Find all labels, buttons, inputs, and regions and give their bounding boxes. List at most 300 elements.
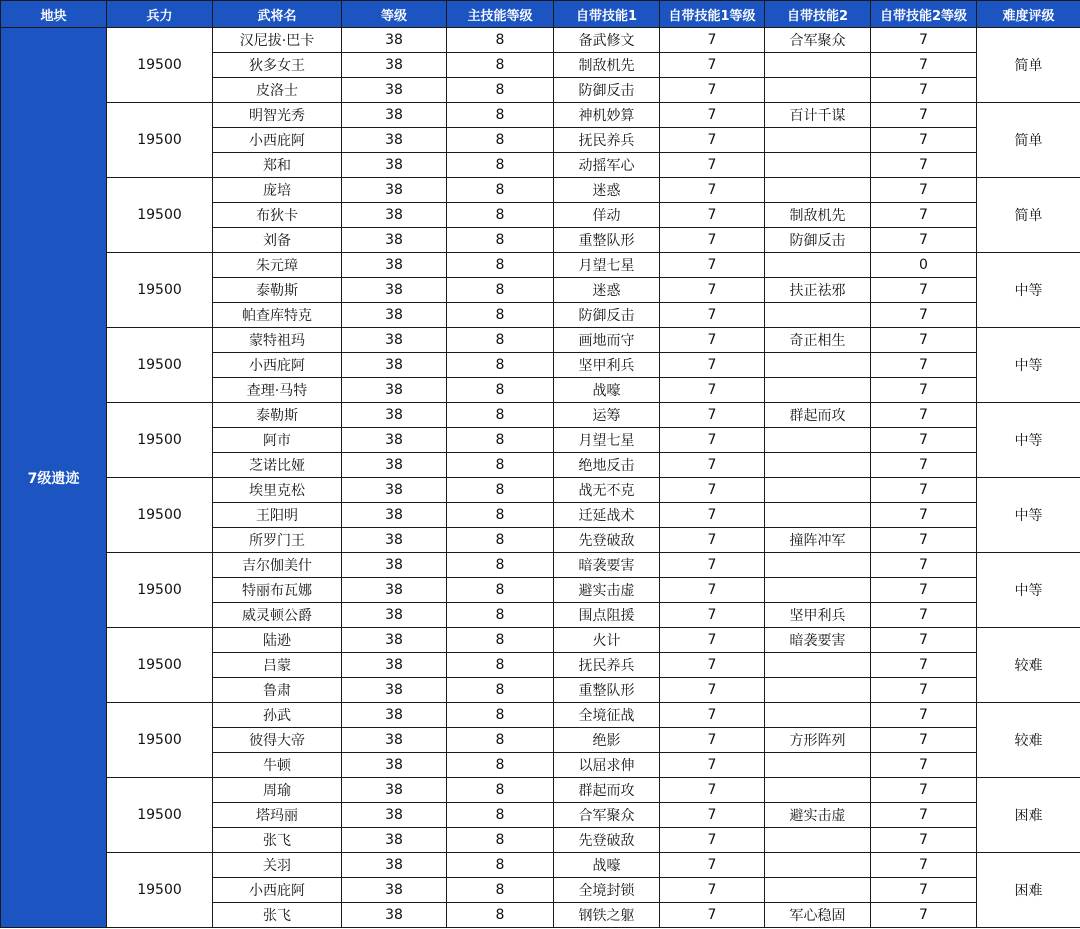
- region-cell: 7级遗迹: [1, 28, 107, 928]
- skill1-level-cell: 7: [660, 753, 765, 778]
- skill1-cell: 全境征战: [554, 703, 660, 728]
- main-skill-level-cell: 8: [447, 828, 554, 853]
- main-skill-level-cell: 8: [447, 528, 554, 553]
- general-name-cell: 张飞: [213, 828, 342, 853]
- skill1-cell: 抚民养兵: [554, 653, 660, 678]
- general-name-cell: 查理·马特: [213, 378, 342, 403]
- general-name-cell: 狄多女王: [213, 53, 342, 78]
- skill2-level-cell: 7: [871, 853, 977, 878]
- skill1-level-cell: 7: [660, 853, 765, 878]
- header-skill1: 自带技能1: [554, 1, 660, 28]
- main-skill-level-cell: 8: [447, 403, 554, 428]
- skill1-cell: 绝影: [554, 728, 660, 753]
- skill1-level-cell: 7: [660, 153, 765, 178]
- skill2-level-cell: 7: [871, 103, 977, 128]
- header-skill2-level: 自带技能2等级: [871, 1, 977, 28]
- level-cell: 38: [342, 553, 447, 578]
- main-skill-level-cell: 8: [447, 203, 554, 228]
- skill2-level-cell: 7: [871, 553, 977, 578]
- skill2-level-cell: 7: [871, 203, 977, 228]
- table-row: [1, 103, 1080, 128]
- main-skill-level-cell: 8: [447, 103, 554, 128]
- general-name-cell: 张飞: [213, 903, 342, 928]
- table-row: [1, 703, 1080, 728]
- difficulty-cell: 较难: [977, 703, 1080, 778]
- skill2-cell: [765, 428, 871, 453]
- table-row: [1, 328, 1080, 353]
- header-general-name: 武将名: [213, 1, 342, 28]
- general-name-cell: 庞培: [213, 178, 342, 203]
- skill2-level-cell: 7: [871, 128, 977, 153]
- skill2-cell: 方形阵列: [765, 728, 871, 753]
- main-skill-level-cell: 8: [447, 78, 554, 103]
- difficulty-cell: 中等: [977, 478, 1080, 553]
- main-skill-level-cell: 8: [447, 253, 554, 278]
- skill1-cell: 战嚎: [554, 853, 660, 878]
- skill1-level-cell: 7: [660, 403, 765, 428]
- skill2-level-cell: 7: [871, 153, 977, 178]
- level-cell: 38: [342, 578, 447, 603]
- skill1-cell: 围点阻援: [554, 603, 660, 628]
- skill2-cell: [765, 253, 871, 278]
- skill2-cell: 群起而攻: [765, 403, 871, 428]
- general-name-cell: 布狄卡: [213, 203, 342, 228]
- table-row: [1, 478, 1080, 503]
- level-cell: 38: [342, 228, 447, 253]
- general-name-cell: 明智光秀: [213, 103, 342, 128]
- skill1-level-cell: 7: [660, 78, 765, 103]
- difficulty-cell: 简单: [977, 178, 1080, 253]
- skill2-level-cell: 0: [871, 253, 977, 278]
- skill2-level-cell: 7: [871, 778, 977, 803]
- main-skill-level-cell: 8: [447, 278, 554, 303]
- level-cell: 38: [342, 378, 447, 403]
- level-cell: 38: [342, 178, 447, 203]
- difficulty-cell: 中等: [977, 253, 1080, 328]
- skill2-cell: [765, 753, 871, 778]
- skill1-level-cell: 7: [660, 278, 765, 303]
- skill1-cell: 坚甲利兵: [554, 353, 660, 378]
- skill2-level-cell: 7: [871, 428, 977, 453]
- level-cell: 38: [342, 203, 447, 228]
- main-skill-level-cell: 8: [447, 628, 554, 653]
- header-troops: 兵力: [107, 1, 213, 28]
- header-row: [1, 1, 1080, 28]
- skill2-level-cell: 7: [871, 478, 977, 503]
- table-body: [1, 28, 1080, 928]
- level-cell: 38: [342, 128, 447, 153]
- skill1-cell: 重整队形: [554, 678, 660, 703]
- skill1-level-cell: 7: [660, 203, 765, 228]
- main-skill-level-cell: 8: [447, 803, 554, 828]
- difficulty-cell: 困难: [977, 778, 1080, 853]
- level-cell: 38: [342, 53, 447, 78]
- skill2-level-cell: 7: [871, 228, 977, 253]
- troops-cell: 19500: [107, 703, 213, 778]
- skill1-cell: 运筹: [554, 403, 660, 428]
- skill1-level-cell: 7: [660, 353, 765, 378]
- skill2-level-cell: 7: [871, 903, 977, 928]
- skill2-level-cell: 7: [871, 753, 977, 778]
- skill1-level-cell: 7: [660, 653, 765, 678]
- skill2-cell: [765, 878, 871, 903]
- main-skill-level-cell: 8: [447, 453, 554, 478]
- skill2-cell: 军心稳固: [765, 903, 871, 928]
- skill2-cell: [765, 478, 871, 503]
- troops-cell: 19500: [107, 103, 213, 178]
- main-skill-level-cell: 8: [447, 303, 554, 328]
- skill2-cell: 制敌机先: [765, 203, 871, 228]
- header-skill1-level: 自带技能1等级: [660, 1, 765, 28]
- level-cell: 38: [342, 653, 447, 678]
- skill2-cell: 暗袭要害: [765, 628, 871, 653]
- skill2-level-cell: 7: [871, 328, 977, 353]
- skill1-level-cell: 7: [660, 678, 765, 703]
- skill1-cell: 重整队形: [554, 228, 660, 253]
- general-name-cell: 朱元璋: [213, 253, 342, 278]
- main-skill-level-cell: 8: [447, 353, 554, 378]
- skill1-level-cell: 7: [660, 253, 765, 278]
- skill1-cell: 避实击虚: [554, 578, 660, 603]
- difficulty-cell: 简单: [977, 103, 1080, 178]
- skill2-cell: 撞阵冲军: [765, 528, 871, 553]
- skill2-level-cell: 7: [871, 53, 977, 78]
- difficulty-cell: 困难: [977, 853, 1080, 928]
- general-name-cell: 周瑜: [213, 778, 342, 803]
- skill2-level-cell: 7: [871, 803, 977, 828]
- general-name-cell: 小西庇阿: [213, 353, 342, 378]
- skill1-cell: 备武修文: [554, 28, 660, 53]
- skill1-level-cell: 7: [660, 503, 765, 528]
- level-cell: 38: [342, 803, 447, 828]
- main-skill-level-cell: 8: [447, 778, 554, 803]
- skill2-cell: 合军聚众: [765, 28, 871, 53]
- main-skill-level-cell: 8: [447, 378, 554, 403]
- skill2-level-cell: 7: [871, 78, 977, 103]
- skill1-level-cell: 7: [660, 578, 765, 603]
- level-cell: 38: [342, 853, 447, 878]
- main-skill-level-cell: 8: [447, 228, 554, 253]
- level-cell: 38: [342, 778, 447, 803]
- main-skill-level-cell: 8: [447, 153, 554, 178]
- difficulty-cell: 中等: [977, 403, 1080, 478]
- main-skill-level-cell: 8: [447, 503, 554, 528]
- level-cell: 38: [342, 428, 447, 453]
- skill1-level-cell: 7: [660, 128, 765, 153]
- level-cell: 38: [342, 503, 447, 528]
- general-name-cell: 芝诺比娅: [213, 453, 342, 478]
- level-cell: 38: [342, 328, 447, 353]
- main-skill-level-cell: 8: [447, 578, 554, 603]
- main-skill-level-cell: 8: [447, 53, 554, 78]
- table-row: [1, 553, 1080, 578]
- general-name-cell: 王阳明: [213, 503, 342, 528]
- main-skill-level-cell: 8: [447, 853, 554, 878]
- skill2-cell: [765, 678, 871, 703]
- general-name-cell: 泰勒斯: [213, 278, 342, 303]
- level-cell: 38: [342, 678, 447, 703]
- skill1-cell: 抚民养兵: [554, 128, 660, 153]
- level-cell: 38: [342, 478, 447, 503]
- level-cell: 38: [342, 703, 447, 728]
- header-skill2: 自带技能2: [765, 1, 871, 28]
- general-name-cell: 吉尔伽美什: [213, 553, 342, 578]
- level-cell: 38: [342, 353, 447, 378]
- skill2-level-cell: 7: [871, 628, 977, 653]
- skill2-level-cell: 7: [871, 178, 977, 203]
- skill1-level-cell: 7: [660, 103, 765, 128]
- troops-cell: 19500: [107, 478, 213, 553]
- skill1-level-cell: 7: [660, 378, 765, 403]
- skill1-cell: 暗袭要害: [554, 553, 660, 578]
- skill1-cell: 神机妙算: [554, 103, 660, 128]
- skill2-cell: [765, 78, 871, 103]
- main-skill-level-cell: 8: [447, 678, 554, 703]
- skill1-level-cell: 7: [660, 828, 765, 853]
- skill2-level-cell: 7: [871, 353, 977, 378]
- skill2-cell: [765, 553, 871, 578]
- general-name-cell: 牛顿: [213, 753, 342, 778]
- skill2-level-cell: 7: [871, 28, 977, 53]
- general-name-cell: 小西庇阿: [213, 878, 342, 903]
- skill2-level-cell: 7: [871, 728, 977, 753]
- skill2-level-cell: 7: [871, 653, 977, 678]
- table-row: [1, 178, 1080, 203]
- difficulty-cell: 较难: [977, 628, 1080, 703]
- difficulty-cell: 简单: [977, 28, 1080, 103]
- main-skill-level-cell: 8: [447, 428, 554, 453]
- level-cell: 38: [342, 28, 447, 53]
- troops-cell: 19500: [107, 178, 213, 253]
- level-cell: 38: [342, 903, 447, 928]
- skill1-level-cell: 7: [660, 603, 765, 628]
- skill1-cell: 迷惑: [554, 178, 660, 203]
- skill1-cell: 佯动: [554, 203, 660, 228]
- level-cell: 38: [342, 253, 447, 278]
- skill2-cell: [765, 503, 871, 528]
- troops-cell: 19500: [107, 253, 213, 328]
- table-row: [1, 403, 1080, 428]
- header-level: 等级: [342, 1, 447, 28]
- main-skill-level-cell: 8: [447, 903, 554, 928]
- skill2-level-cell: 7: [871, 878, 977, 903]
- main-skill-level-cell: 8: [447, 28, 554, 53]
- skill1-cell: 制敌机先: [554, 53, 660, 78]
- level-cell: 38: [342, 728, 447, 753]
- skill1-level-cell: 7: [660, 903, 765, 928]
- skill1-level-cell: 7: [660, 878, 765, 903]
- level-cell: 38: [342, 153, 447, 178]
- level-cell: 38: [342, 278, 447, 303]
- difficulty-cell: 中等: [977, 553, 1080, 628]
- general-name-cell: 埃里克松: [213, 478, 342, 503]
- skill1-cell: 战无不克: [554, 478, 660, 503]
- skill1-cell: 先登破敌: [554, 828, 660, 853]
- level-cell: 38: [342, 878, 447, 903]
- skill2-cell: 坚甲利兵: [765, 603, 871, 628]
- skill1-level-cell: 7: [660, 53, 765, 78]
- skill2-cell: [765, 53, 871, 78]
- skill2-cell: [765, 378, 871, 403]
- general-name-cell: 帕查库特克: [213, 303, 342, 328]
- general-name-cell: 所罗门王: [213, 528, 342, 553]
- skill1-cell: 防御反击: [554, 303, 660, 328]
- main-skill-level-cell: 8: [447, 603, 554, 628]
- general-name-cell: 关羽: [213, 853, 342, 878]
- general-name-cell: 特丽布瓦娜: [213, 578, 342, 603]
- general-name-cell: 小西庇阿: [213, 128, 342, 153]
- skill1-cell: 动摇军心: [554, 153, 660, 178]
- difficulty-cell: 中等: [977, 328, 1080, 403]
- skill2-cell: 百计千谋: [765, 103, 871, 128]
- level-cell: 38: [342, 753, 447, 778]
- general-name-cell: 孙武: [213, 703, 342, 728]
- skill1-level-cell: 7: [660, 178, 765, 203]
- skill2-cell: [765, 353, 871, 378]
- skill2-cell: 避实击虚: [765, 803, 871, 828]
- general-name-cell: 汉尼拔·巴卡: [213, 28, 342, 53]
- skill2-cell: [765, 303, 871, 328]
- header-main-skill-level: 主技能等级: [447, 1, 554, 28]
- skill2-cell: 扶正祛邪: [765, 278, 871, 303]
- troops-cell: 19500: [107, 778, 213, 853]
- skill1-cell: 迁延战术: [554, 503, 660, 528]
- skill1-cell: 战嚎: [554, 378, 660, 403]
- level-cell: 38: [342, 103, 447, 128]
- general-name-cell: 彼得大帝: [213, 728, 342, 753]
- skill1-cell: 以屈求伸: [554, 753, 660, 778]
- general-name-cell: 吕蒙: [213, 653, 342, 678]
- skill1-level-cell: 7: [660, 428, 765, 453]
- main-skill-level-cell: 8: [447, 728, 554, 753]
- skill2-cell: [765, 853, 871, 878]
- skill2-cell: [765, 778, 871, 803]
- skill1-level-cell: 7: [660, 303, 765, 328]
- skill2-cell: [765, 828, 871, 853]
- skill1-cell: 合军聚众: [554, 803, 660, 828]
- skill2-level-cell: 7: [871, 278, 977, 303]
- skill2-level-cell: 7: [871, 603, 977, 628]
- general-name-cell: 陆逊: [213, 628, 342, 653]
- skill2-cell: [765, 128, 871, 153]
- skill2-level-cell: 7: [871, 403, 977, 428]
- general-name-cell: 威灵顿公爵: [213, 603, 342, 628]
- level-cell: 38: [342, 453, 447, 478]
- skill2-level-cell: 7: [871, 578, 977, 603]
- skill1-level-cell: 7: [660, 528, 765, 553]
- main-skill-level-cell: 8: [447, 178, 554, 203]
- general-name-cell: 郑和: [213, 153, 342, 178]
- main-skill-level-cell: 8: [447, 753, 554, 778]
- skill1-cell: 防御反击: [554, 78, 660, 103]
- level-cell: 38: [342, 403, 447, 428]
- skill1-level-cell: 7: [660, 478, 765, 503]
- skill2-level-cell: 7: [871, 453, 977, 478]
- general-name-cell: 鲁肃: [213, 678, 342, 703]
- troops-cell: 19500: [107, 853, 213, 928]
- troops-cell: 19500: [107, 328, 213, 403]
- skill1-cell: 火计: [554, 628, 660, 653]
- troops-cell: 19500: [107, 553, 213, 628]
- main-skill-level-cell: 8: [447, 653, 554, 678]
- skill2-cell: [765, 153, 871, 178]
- skill1-cell: 月望七星: [554, 253, 660, 278]
- troops-cell: 19500: [107, 403, 213, 478]
- main-skill-level-cell: 8: [447, 128, 554, 153]
- skill1-level-cell: 7: [660, 228, 765, 253]
- main-skill-level-cell: 8: [447, 878, 554, 903]
- table-row: [1, 28, 1080, 53]
- skill2-cell: [765, 453, 871, 478]
- level-cell: 38: [342, 78, 447, 103]
- level-cell: 38: [342, 303, 447, 328]
- skill1-cell: 绝地反击: [554, 453, 660, 478]
- skill1-cell: 先登破敌: [554, 528, 660, 553]
- table-row: [1, 253, 1080, 278]
- skill2-level-cell: 7: [871, 528, 977, 553]
- skill1-level-cell: 7: [660, 28, 765, 53]
- skill2-level-cell: 7: [871, 703, 977, 728]
- skill1-level-cell: 7: [660, 553, 765, 578]
- skill1-cell: 钢铁之躯: [554, 903, 660, 928]
- general-name-cell: 皮洛士: [213, 78, 342, 103]
- main-skill-level-cell: 8: [447, 478, 554, 503]
- skill2-level-cell: 7: [871, 303, 977, 328]
- skill1-level-cell: 7: [660, 803, 765, 828]
- main-skill-level-cell: 8: [447, 703, 554, 728]
- skill1-level-cell: 7: [660, 453, 765, 478]
- skill2-level-cell: 7: [871, 503, 977, 528]
- skill1-level-cell: 7: [660, 778, 765, 803]
- skill1-cell: 月望七星: [554, 428, 660, 453]
- skill1-level-cell: 7: [660, 328, 765, 353]
- main-skill-level-cell: 8: [447, 328, 554, 353]
- skill1-level-cell: 7: [660, 703, 765, 728]
- skill2-level-cell: 7: [871, 828, 977, 853]
- skill2-level-cell: 7: [871, 678, 977, 703]
- troops-cell: 19500: [107, 628, 213, 703]
- skill1-cell: 全境封锁: [554, 878, 660, 903]
- level-cell: 38: [342, 828, 447, 853]
- main-skill-level-cell: 8: [447, 553, 554, 578]
- skill2-cell: [765, 178, 871, 203]
- general-name-cell: 阿市: [213, 428, 342, 453]
- header-difficulty: 难度评级: [977, 1, 1080, 28]
- general-name-cell: 刘备: [213, 228, 342, 253]
- skill2-cell: [765, 653, 871, 678]
- table-row: [1, 628, 1080, 653]
- level-cell: 38: [342, 628, 447, 653]
- general-name-cell: 蒙特祖玛: [213, 328, 342, 353]
- troops-cell: 19500: [107, 28, 213, 103]
- skill2-cell: 防御反击: [765, 228, 871, 253]
- skill1-cell: 画地而守: [554, 328, 660, 353]
- skill2-cell: 奇正相生: [765, 328, 871, 353]
- table-row: [1, 853, 1080, 878]
- header-region: 地块: [1, 1, 107, 28]
- level-cell: 38: [342, 528, 447, 553]
- general-name-cell: 泰勒斯: [213, 403, 342, 428]
- skill1-cell: 群起而攻: [554, 778, 660, 803]
- skill2-level-cell: 7: [871, 378, 977, 403]
- skill1-level-cell: 7: [660, 728, 765, 753]
- skill2-cell: [765, 578, 871, 603]
- skill1-level-cell: 7: [660, 628, 765, 653]
- table-row: [1, 778, 1080, 803]
- skill2-cell: [765, 703, 871, 728]
- general-name-cell: 塔玛丽: [213, 803, 342, 828]
- skill1-cell: 迷惑: [554, 278, 660, 303]
